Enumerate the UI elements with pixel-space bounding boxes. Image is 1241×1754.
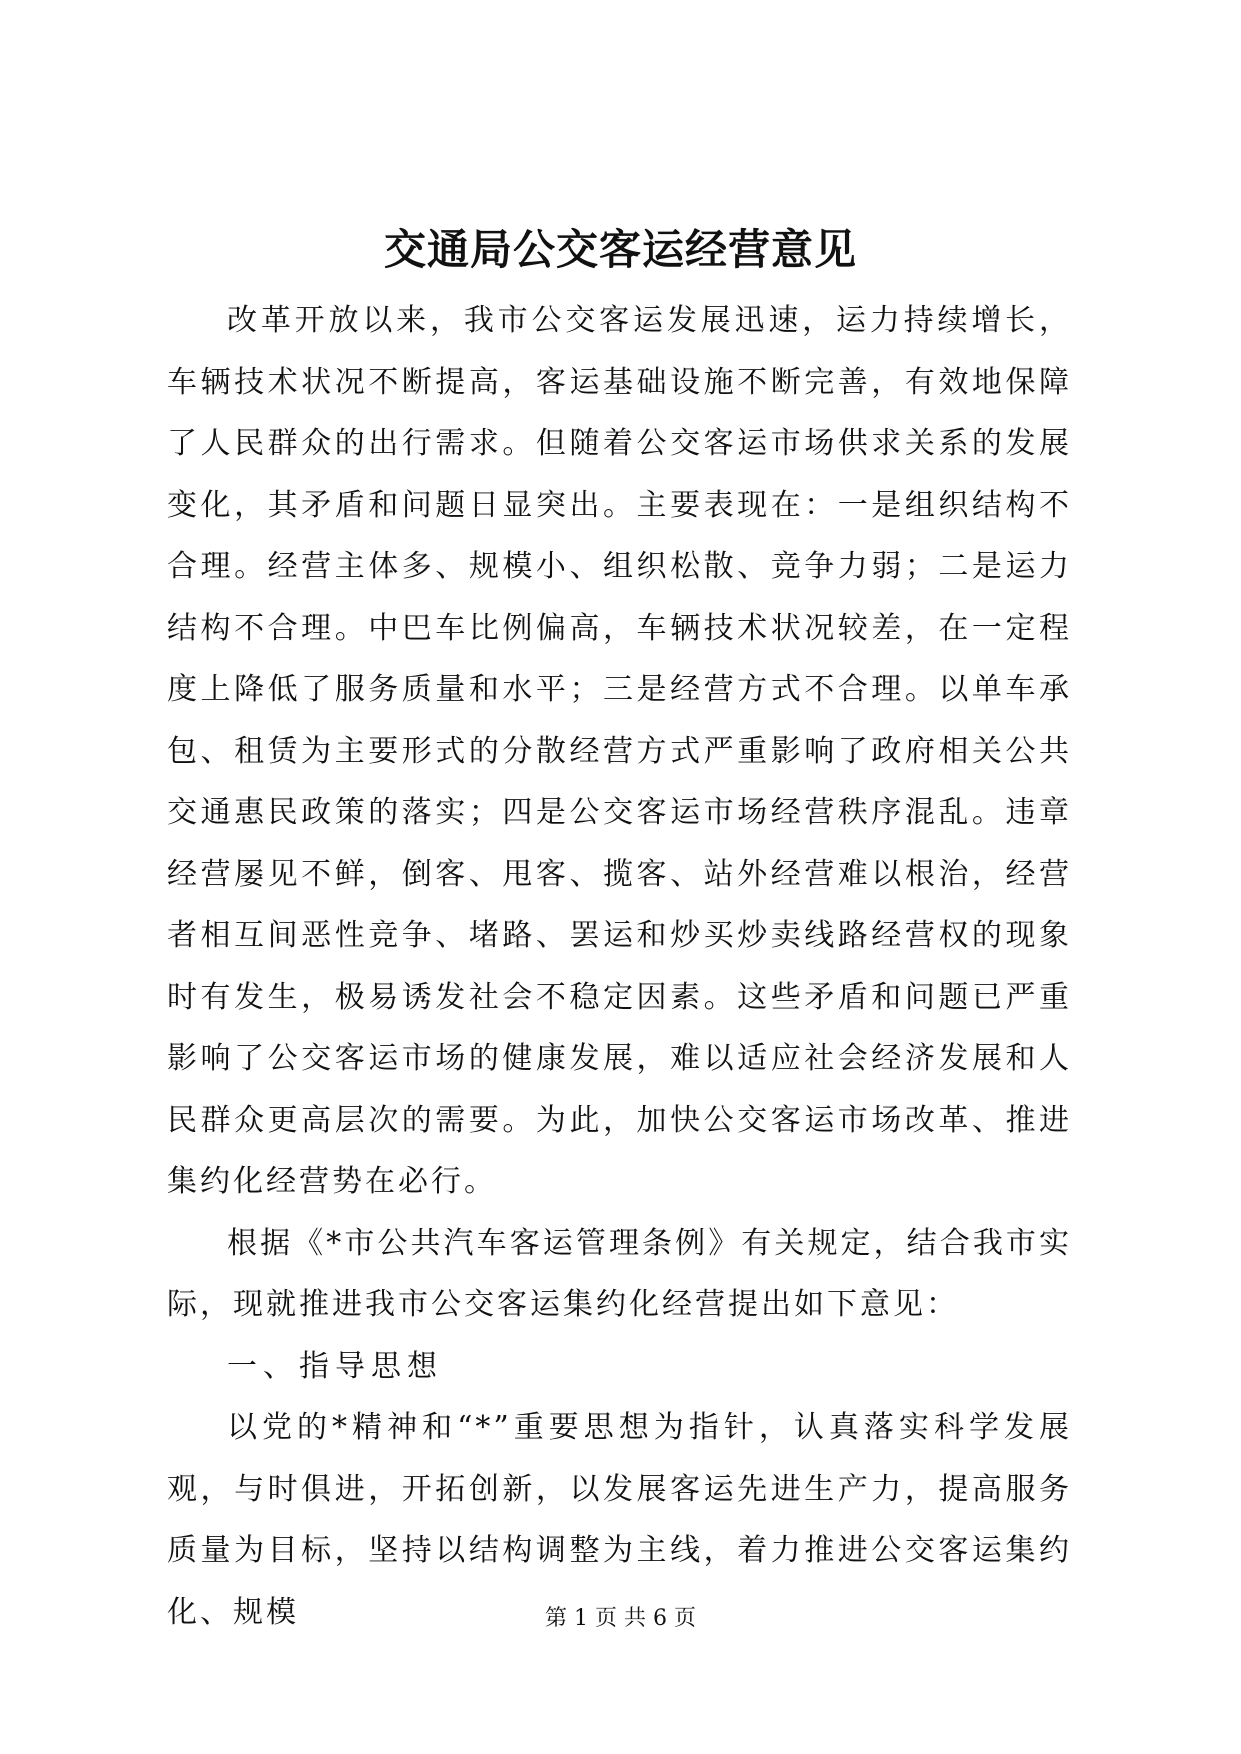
- paragraph-guiding-ideology: 以党的*精神和“*”重要思想为指针，认真落实科学发展观，与时俱进，开拓创新，以发展客运先进生产力，提高服务质量为目标，坚持以结构调整为主线，着力推进公交客运集约化、规模: [167, 1410, 1072, 1630]
- page-number-footer: 第 1 页 共 6 页: [545, 1606, 696, 1631]
- document-title: 交通局公交客运经营意见: [383, 225, 857, 274]
- section-heading-guiding-ideology: 一、指导思想: [227, 1348, 443, 1384]
- document-body: [167, 290, 1072, 1643]
- paragraph-basis: 根据《*市公共汽车客运管理条例》有关规定，结合我市实际，现就推进我市公交客运集约化经营提出如下意见：: [167, 1225, 1072, 1322]
- paragraph-intro: 改革开放以来，我市公交客运发展迅速，运力持续增长，车辆技术状况不断提高，客运基础设施不断完善，有效地保障了人民群众的出行需求。但随着公交客运市场供求关系的发展变化，其矛盾和问题日显突出。主要表现在：一是组织结构不合理。经营主体多、规模小、组织松散、竞争力弱；二是运力结构不合理。中巴车比例偏高，车辆技术状况较差，在一定程度上降低了服务质量和水平；三是经营方式不合理。以单车承包、租赁为主要形式的分散经营方式严重影响了政府相关公共交通惠民政策的落实；四是公交客运市场经营秩序混乱。违章经营屡见不鲜，倒客、甩客、揽客、站外经营难以根治，经营者相互间恶性竞争、堵路、罢运和炒买炒卖线路经营权的现象时有发生，极易诱发社会不稳定因素。这些矛盾和问题已严重影响了公交客运市场的健康发展，难以适应社会经济发展和人民群众更高层次的需要。为此，加快公交客运市场改革、推进集约化经营势在必行。: [167, 303, 1072, 1199]
